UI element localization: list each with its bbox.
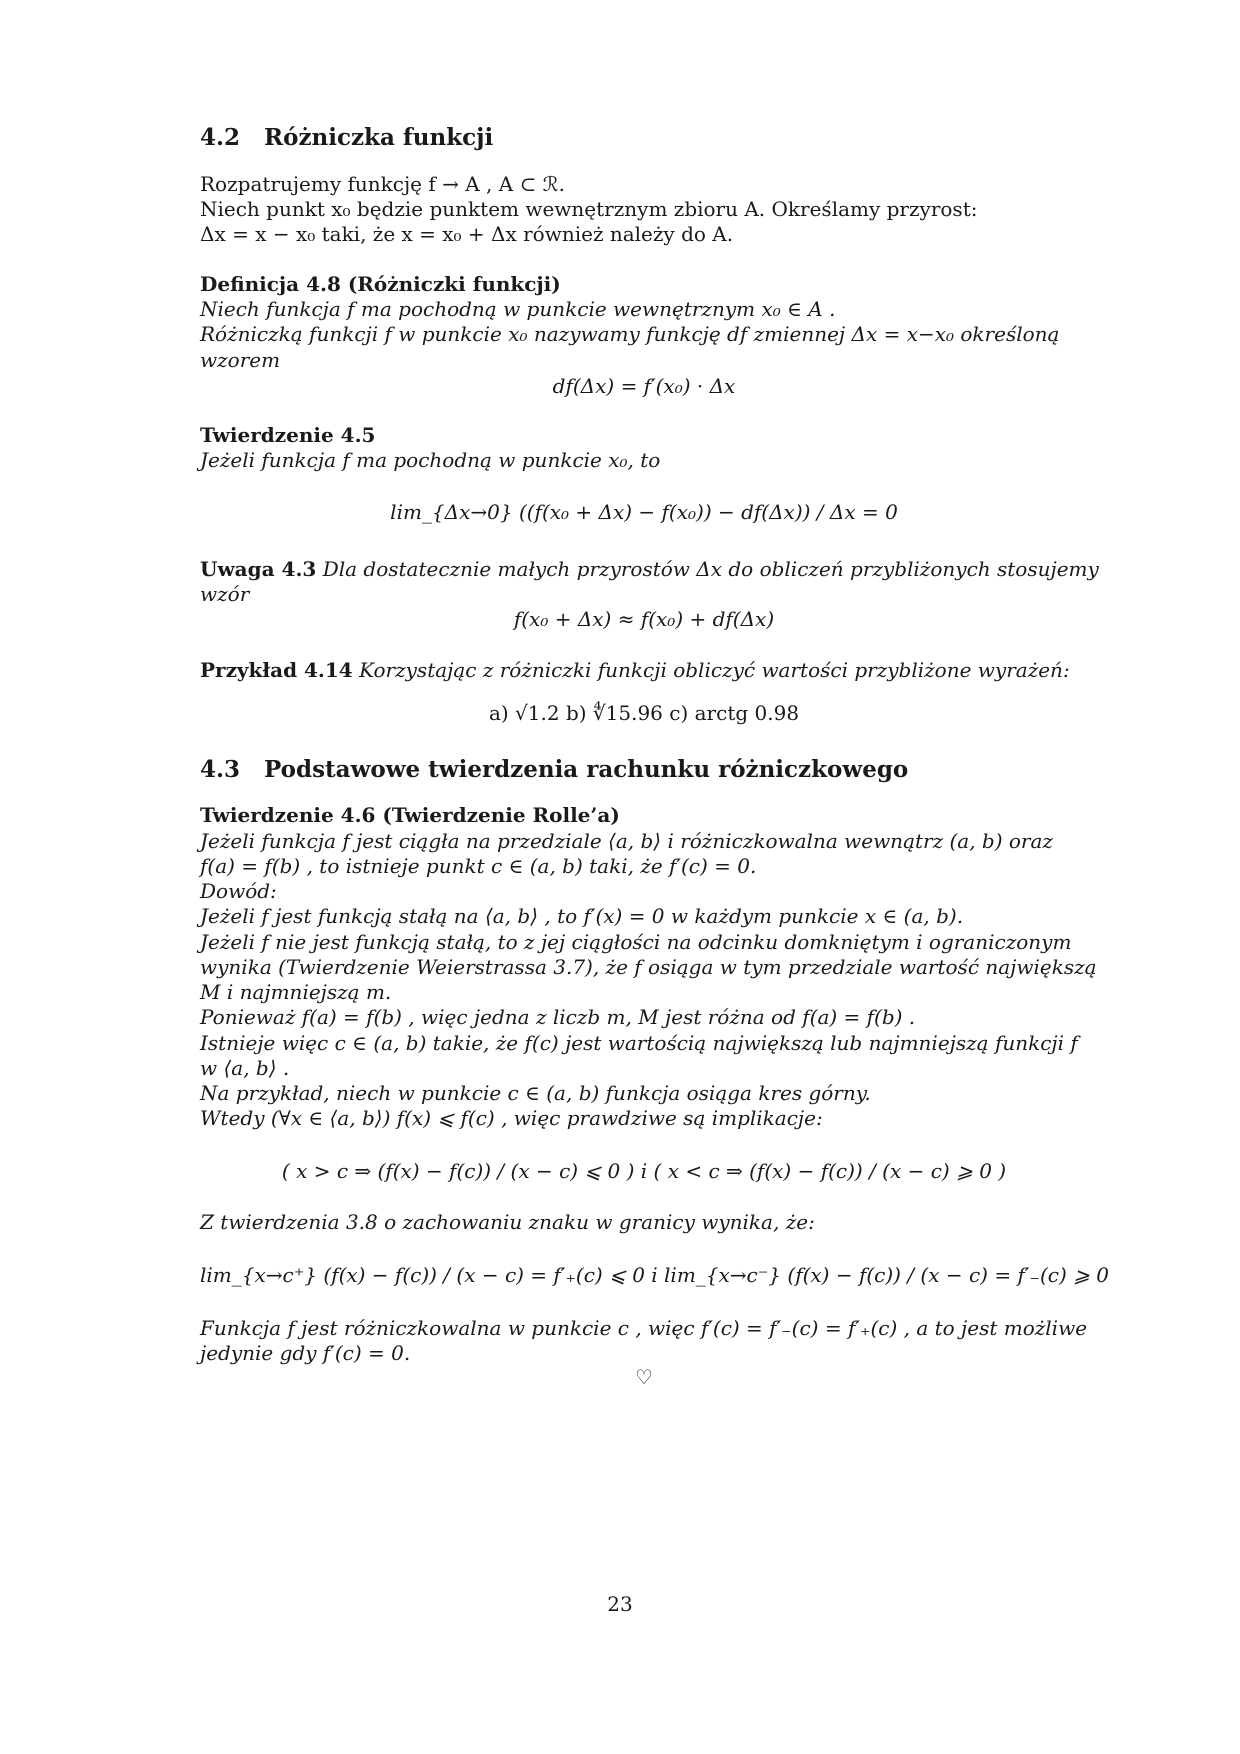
- remark-title: Uwaga 4.3: [200, 557, 317, 581]
- remark-line-2: wzór: [200, 582, 250, 606]
- proof-line-4: M i najmniejszą m.: [200, 980, 392, 1004]
- section-number: 4.2: [200, 124, 241, 151]
- proof-line-11: Funkcja f jest różniczkowalna w punkcie c , więc f′(c) = f′₋(c) = f′₊(c) , a to jest możliwe: [200, 1316, 1088, 1340]
- example-title: Przykład 4.14: [200, 658, 353, 682]
- theorem-4-5-line: Jeżeli funkcja f ma pochodną w punkcie x₀, to: [200, 448, 661, 472]
- definition-title: Definicja 4.8 (Różniczki funkcji): [200, 272, 561, 296]
- proof-line-12: jedynie gdy f′(c) = 0.: [200, 1341, 411, 1365]
- section-title: Podstawowe twierdzenia rachunku różniczkowego: [264, 756, 909, 783]
- remark-text: Dla dostatecznie małych przyrostów Δx do obliczeń przybliżonych stosujemy: [322, 557, 1099, 581]
- proof-line-6: Istnieje więc c ∈ (a, b) takie, że f(c) jest wartością największą lub najmniejszą funkcji f: [200, 1031, 1078, 1055]
- example-items: a) √1.2 b) ∜15.96 c) arctg 0.98: [488, 701, 800, 725]
- qed-heart-icon: ♡: [635, 1365, 653, 1389]
- definition-line-1: Niech funkcja f ma pochodną w punkcie wewnętrznym x₀ ∈ A .: [200, 297, 836, 321]
- theorem-4-6-line-1: Jeżeli funkcja f jest ciągła na przedziale ⟨a, b⟩ i różniczkowalna wewnątrz (a, b) oraz: [200, 829, 1053, 853]
- intro-line-2: Niech punkt x₀ będzie punktem wewnętrznym zbioru A. Określamy przyrost:: [200, 197, 978, 221]
- definition-line-3: wzorem: [200, 348, 281, 372]
- page-number: 23: [607, 1592, 633, 1616]
- remark-line-1: [200, 555, 1099, 583]
- implication-formula: ( x > c ⇒ (f(x) − f(c)) / (x − c) ⩽ 0 ) i ( x < c ⇒ (f(x) − f(c)) / (x − c) ⩾ 0 ): [281, 1159, 1007, 1183]
- definition-line-2: Różniczką funkcji f w punkcie x₀ nazywamy funkcję df zmiennej Δx = x−x₀ określoną: [200, 322, 1060, 346]
- example-text: Korzystając z różniczki funkcji obliczyć wartości przybliżone wyrażeń:: [359, 658, 1070, 682]
- theorem-4-5-formula: lim_{Δx→0} ((f(x₀ + Δx) − f(x₀)) − df(Δx)) / Δx = 0: [390, 500, 898, 524]
- section-number: 4.3: [200, 756, 241, 783]
- proof-line-1: Jeżeli f jest funkcją stałą na ⟨a, b⟩ , to f′(x) = 0 w każdym punkcie x ∈ (a, b).: [200, 904, 964, 928]
- proof-line-3: wynika (Twierdzenie Weierstrassa 3.7), że f osiąga w tym przedziale wartość największą: [200, 955, 1097, 979]
- section-heading-4-3: [200, 756, 1088, 784]
- remark-formula: f(x₀ + Δx) ≈ f(x₀) + df(Δx): [513, 607, 775, 631]
- proof-line-5: Ponieważ f(a) = f(b) , więc jedna z liczb m, M jest różna od f(a) = f(b) .: [200, 1005, 916, 1029]
- proof-line-7: w ⟨a, b⟩ .: [200, 1056, 290, 1080]
- proof-line-9: Wtedy (∀x ∈ ⟨a, b⟩) f(x) ⩽ f(c) , więc prawdziwe są implikacje:: [200, 1106, 823, 1130]
- section-heading-4-2: [200, 124, 1088, 152]
- theorem-4-5-title: Twierdzenie 4.5: [200, 423, 376, 447]
- theorem-4-6-line-2: f(a) = f(b) , to istnieje punkt c ∈ (a, b) taki, że f′(c) = 0.: [200, 854, 757, 878]
- limit-formula: lim_{x→c⁺} (f(x) − f(c)) / (x − c) = f′₊(c) ⩽ 0 i lim_{x→c⁻} (f(x) − f(c)) / (x − c) = f′₋(c) ⩾ 0: [200, 1263, 1109, 1287]
- intro-line-1: Rozpatrujemy funkcję f → A , A ⊂ ℛ.: [200, 172, 565, 196]
- proof-line-8: Na przykład, niech w punkcie c ∈ (a, b) funkcja osiąga kres górny.: [200, 1081, 871, 1105]
- proof-label: Dowód:: [200, 879, 277, 903]
- definition-formula: df(Δx) = f′(x₀) · Δx: [552, 374, 736, 398]
- theorem-4-6-title: Twierdzenie 4.6 (Twierdzenie Rolle’a): [200, 803, 620, 827]
- example-line: [200, 656, 1088, 684]
- proof-line-2: Jeżeli f nie jest funkcją stałą, to z jej ciągłości na odcinku domkniętym i ograniczonym: [200, 930, 1072, 954]
- proof-line-10: Z twierdzenia 3.8 o zachowaniu znaku w granicy wynika, że:: [200, 1210, 815, 1234]
- section-title: Różniczka funkcji: [264, 124, 494, 151]
- intro-line-3: Δx = x − x₀ taki, że x = x₀ + Δx również należy do A.: [200, 222, 734, 246]
